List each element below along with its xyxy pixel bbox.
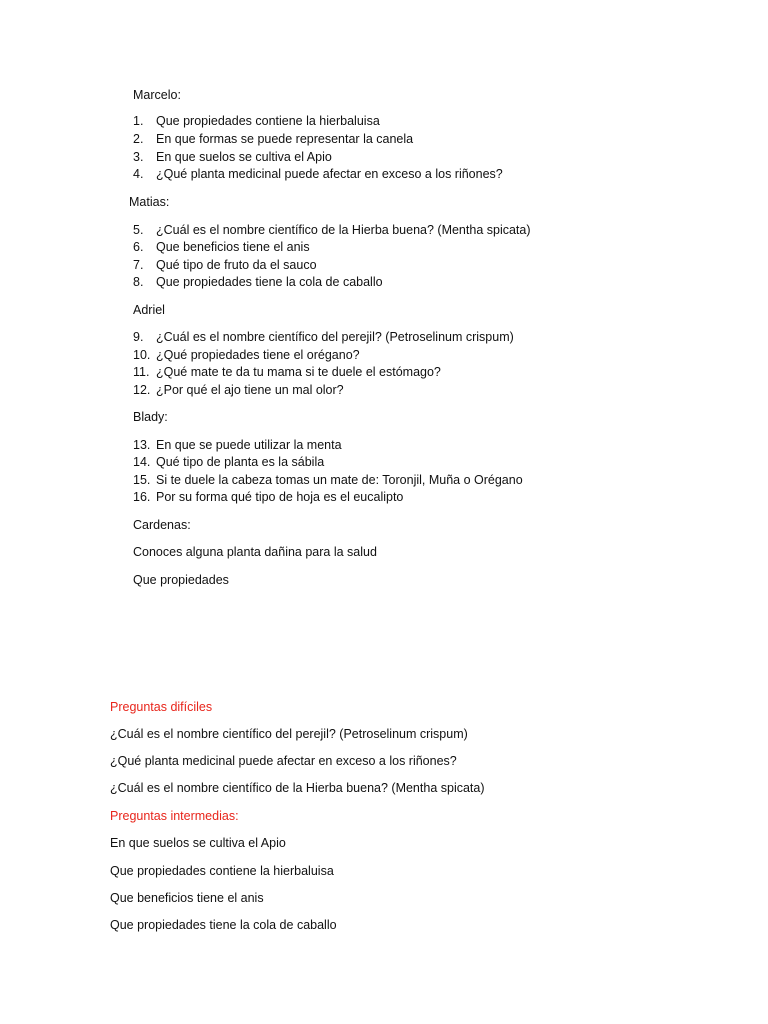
list-item: Que beneficios tiene el anis xyxy=(156,240,310,254)
paragraph: Que propiedades tiene la cola de caballo xyxy=(110,918,337,932)
list-item: ¿Qué planta medicinal puede afectar en exceso a los riñones? xyxy=(156,167,503,181)
item-number: 4. xyxy=(133,167,144,181)
item-number: 1. xyxy=(133,114,144,128)
list-item: Que propiedades contiene la hierbaluisa xyxy=(156,114,380,128)
list-item: En que suelos se cultiva el Apio xyxy=(156,150,332,164)
item-number: 9. xyxy=(133,330,144,344)
item-number: 11. xyxy=(133,365,150,379)
item-number: 16. xyxy=(133,490,151,504)
paragraph: ¿Cuál es el nombre científico del perejil? (Petroselinum crispum) xyxy=(110,727,468,741)
paragraph: En que suelos se cultiva el Apio xyxy=(110,836,286,850)
list-item: Qué tipo de planta es la sábila xyxy=(156,455,325,469)
list-item: ¿Qué propiedades tiene el orégano? xyxy=(156,348,360,362)
heading-preguntas-dificiles: Preguntas difíciles xyxy=(110,700,213,714)
item-number: 15. xyxy=(133,473,151,487)
list-item: ¿Por qué el ajo tiene un mal olor? xyxy=(156,383,344,397)
item-number: 14. xyxy=(133,455,151,469)
item-number: 5. xyxy=(133,223,144,237)
item-number: 6. xyxy=(133,240,144,254)
item-number: 7. xyxy=(133,258,144,272)
paragraph: Que propiedades xyxy=(133,573,229,587)
list-item: En que se puede utilizar la menta xyxy=(156,438,342,452)
section-name-adriel: Adriel xyxy=(133,303,165,317)
paragraph: Que propiedades contiene la hierbaluisa xyxy=(110,864,334,878)
item-number: 3. xyxy=(133,150,144,164)
item-number: 8. xyxy=(133,275,144,289)
list-item: ¿Qué mate te da tu mama si te duele el estómago? xyxy=(156,365,441,379)
paragraph: ¿Cuál es el nombre científico de la Hierba buena? (Mentha spicata) xyxy=(110,781,485,795)
list-item: En que formas se puede representar la canela xyxy=(156,132,414,146)
list-item: ¿Cuál es el nombre científico de la Hierba buena? (Mentha spicata) xyxy=(156,223,531,237)
section-name-marcelo: Marcelo: xyxy=(133,88,181,102)
section-name-matias: Matias: xyxy=(129,195,170,209)
item-number: 13. xyxy=(133,438,151,452)
heading-preguntas-intermedias: Preguntas intermedias: xyxy=(110,809,239,823)
paragraph: Que beneficios tiene el anis xyxy=(110,891,264,905)
list-item: Qué tipo de fruto da el sauco xyxy=(156,258,317,272)
paragraph: ¿Qué planta medicinal puede afectar en exceso a los riñones? xyxy=(110,754,457,768)
list-item: Por su forma qué tipo de hoja es el eucalipto xyxy=(156,490,404,504)
paragraph: Conoces alguna planta dañina para la salud xyxy=(133,545,377,559)
section-name-blady: Blady: xyxy=(133,410,168,424)
item-number: 10. xyxy=(133,348,151,362)
list-item: Que propiedades tiene la cola de caballo xyxy=(156,275,383,289)
item-number: 12. xyxy=(133,383,151,397)
section-name-cardenas: Cardenas: xyxy=(133,518,191,532)
list-item: ¿Cuál es el nombre científico del perejil? (Petroselinum crispum) xyxy=(156,330,514,344)
list-item: Si te duele la cabeza tomas un mate de: Toronjil, Muña o Orégano xyxy=(156,473,523,487)
item-number: 2. xyxy=(133,132,144,146)
